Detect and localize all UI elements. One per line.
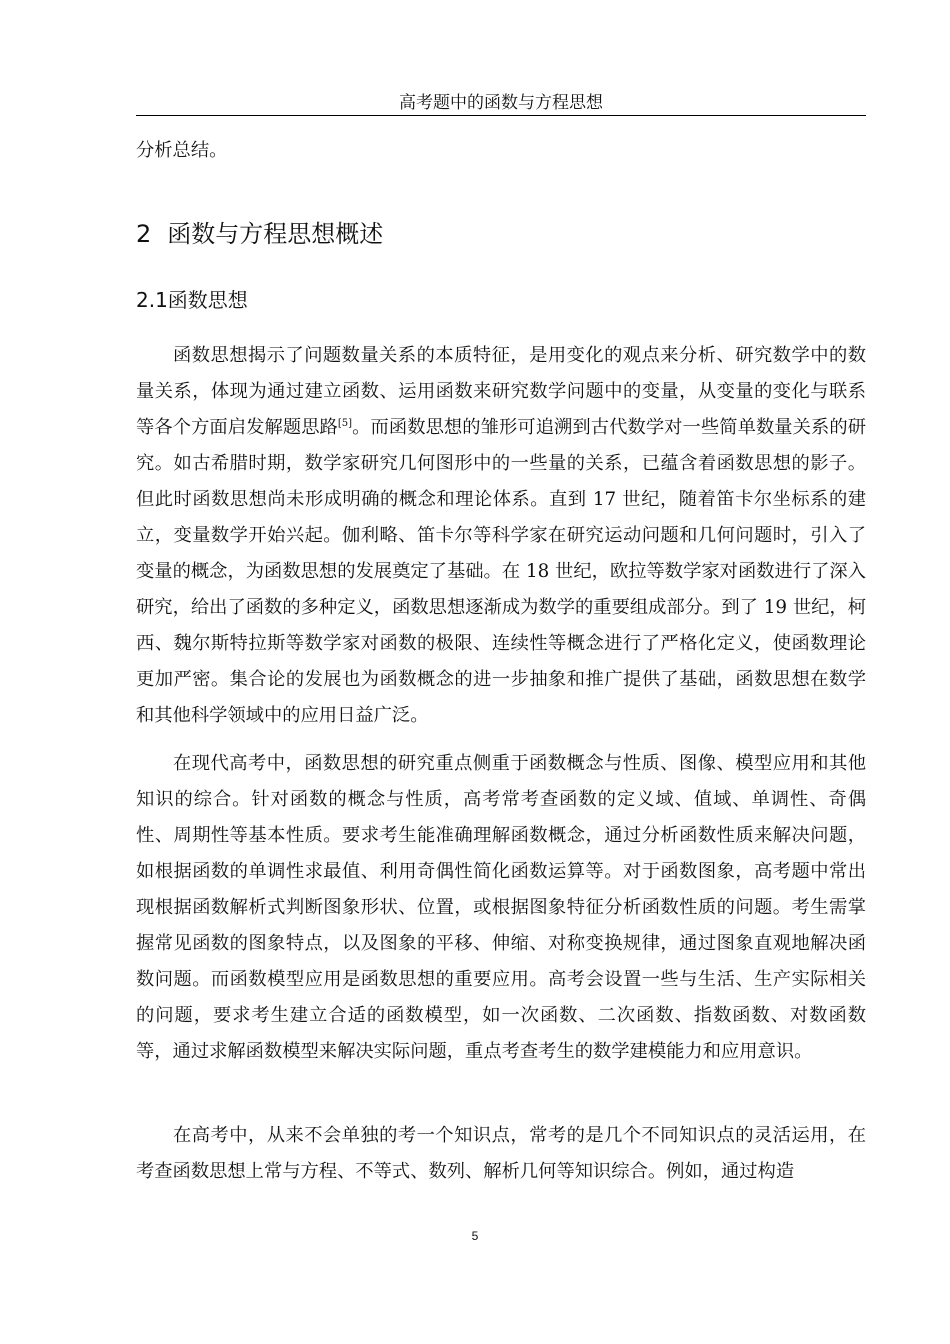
section-title: 函数与方程思想概述 bbox=[167, 220, 384, 248]
section-number: 2 bbox=[136, 220, 152, 248]
paragraph-1-text-a: 函数思想揭示了问题数量关系的本质特征，是用变化的观点来分析、研究数学中的数量关系，体现为通过建立函数、运用函数来研究数学问题中的变量，从变量的变化与联系等各个方面启发解题思路 bbox=[136, 345, 866, 438]
subsection-heading: 2.1函数思想 bbox=[136, 288, 248, 312]
body-paragraph-3: 在高考中，从来不会单独的考一个知识点，常考的是几个不同知识点的灵活运用，在考查函数思想上常与方程、不等式、数列、解析几何等知识综合。例如，通过构造 bbox=[136, 1125, 866, 1182]
citation-ref: [5] bbox=[337, 417, 353, 429]
header-rule bbox=[136, 115, 866, 116]
running-header: 高考题中的函数与方程思想 bbox=[399, 93, 603, 113]
paragraph-1-text-b: 。而函数思想的雏形可追溯到古代数学对一些简单数量关系的研究。如古希腊时期，数学家研究几何图形中的一些量的关系，已蕴含着函数思想的影子。但此时函数思想尚未形成明确的概念和理论体系。直到 17 世纪，随着笛卡尔坐标系的建立，变量数学开始兴起。伽利略、笛卡尔等科学家在研究运动问题和几何问题时，引入了变量的概念，为函数思想的发展奠定了基础。在 18 世纪，欧拉等数学家对函数进行了深入研究，给出了函数的多种定义，函数思想逐渐成为数学的重要组成部分。到了 19 世纪，柯西、魏尔斯特拉斯等数学家对函数的极限、连续性等概念进行了严格化定义，使函数理论更加严密。集合论的发展也为函数概念的进一步抽象和推广提供了基础，函数思想在数学和其他科学领域中的应用日益广泛。 bbox=[136, 417, 867, 726]
body-paragraph-2: 在现代高考中，函数思想的研究重点侧重于函数概念与性质、图像、模型应用和其他知识的综合。针对函数的概念与性质，高考常考查函数的定义域、值域、单调性、奇偶性、周期性等基本性质。要求考生能准确理解函数概念，通过分析函数性质来解决问题，如根据函数的单调性求最值、利用奇偶性简化函数运算等。对于函数图象，高考题中常出现根据函数解析式判断图象形状、位置，或根据图象特征分析函数性质的问题。考生需掌握常见函数的图象特点，以及图象的平移、伸缩、对称变换规律，通过图象直观地解决函数问题。而函数模型应用是函数思想的重要应用。高考会设置一些与生活、生产实际相关的问题，要求考生建立合适的函数模型，如一次函数、二次函数、指数函数、对数函数等，通过求解函数模型来解决实际问题，重点考查考生的数学建模能力和应用意识。 bbox=[136, 753, 866, 1062]
lead-fragment: 分析总结。 bbox=[136, 140, 228, 161]
body-paragraph-1 bbox=[136, 338, 866, 734]
section-heading bbox=[136, 214, 383, 254]
page-number: 5 bbox=[471, 1229, 479, 1243]
